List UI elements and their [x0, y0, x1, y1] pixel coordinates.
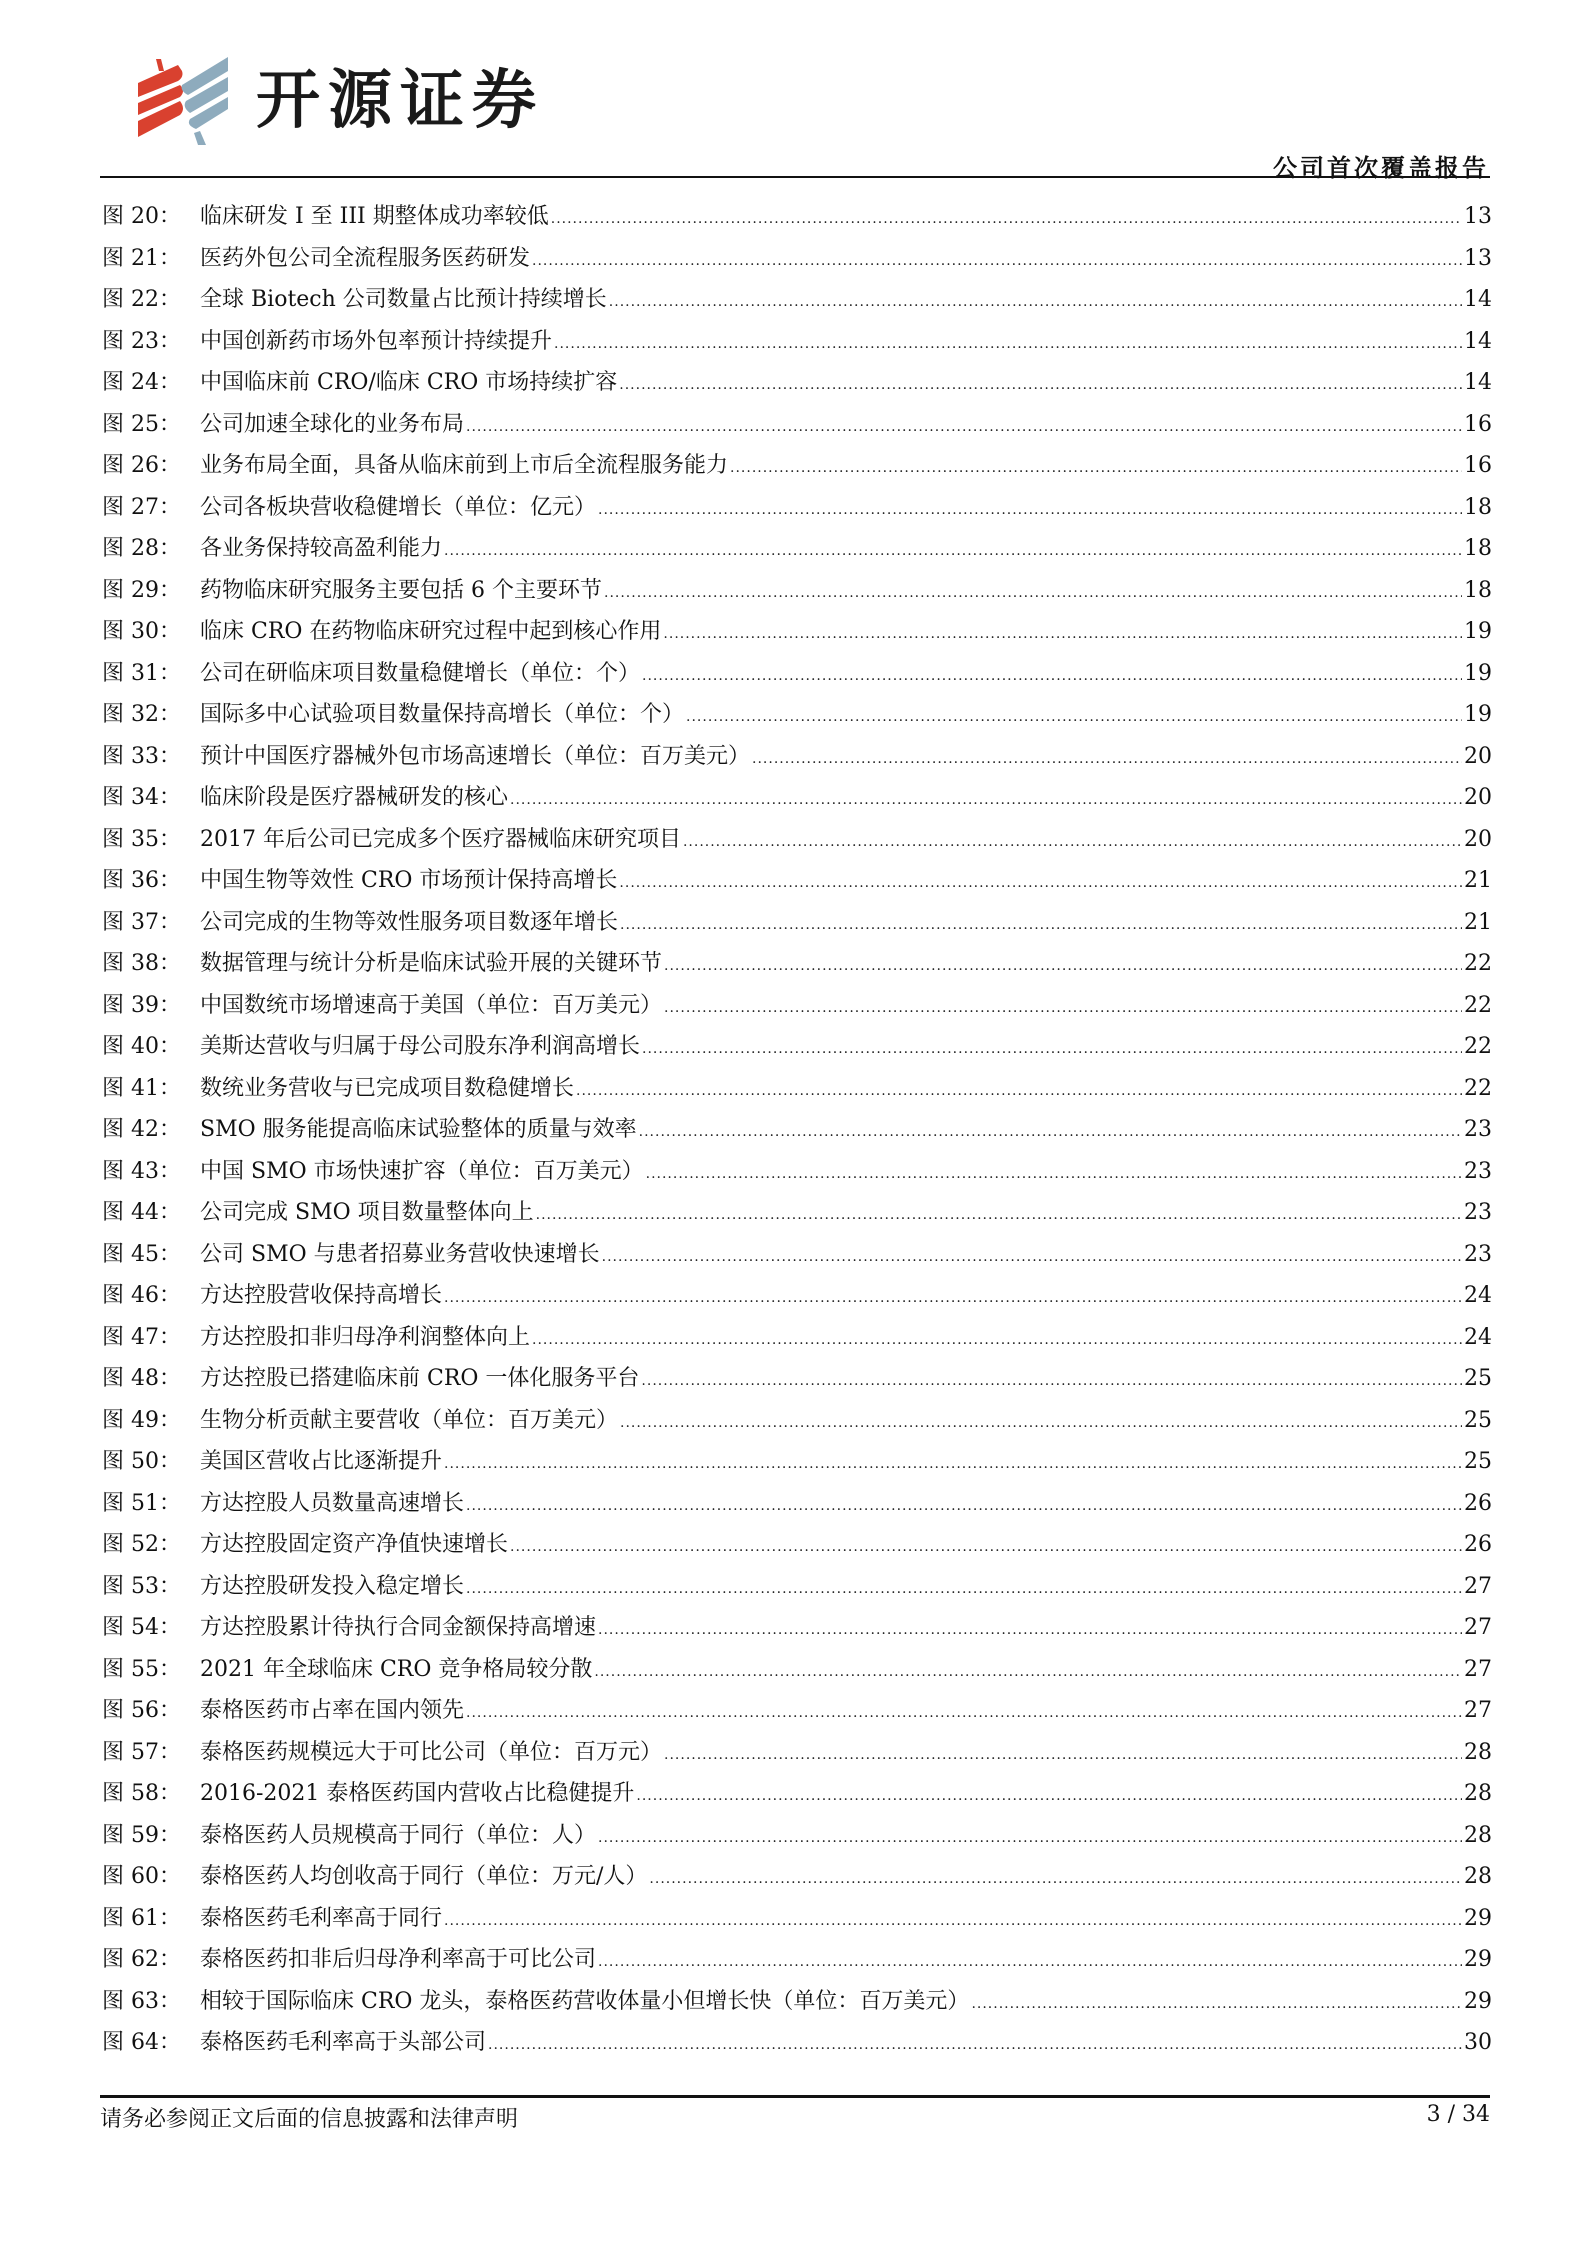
figure-number: 图 34： — [102, 785, 181, 810]
page-number-link[interactable]: 14 — [1464, 287, 1492, 312]
dot-leader — [683, 822, 1462, 864]
figure-title-link[interactable]: 公司完成 SMO 项目数量整体向上 — [200, 1200, 534, 1225]
figure-title-link[interactable]: 业务布局全面，具备从临床前到上市后全流程服务能力 — [200, 453, 729, 478]
dot-leader — [598, 490, 1462, 532]
toc-entry[interactable] — [102, 1981, 1492, 2023]
toc-entry[interactable] — [102, 1358, 1492, 1400]
page-number-link[interactable]: 14 — [1464, 370, 1492, 395]
toc-entry[interactable] — [102, 321, 1492, 363]
figure-title-link[interactable]: 临床研发 I 至 III 期整体成功率较低 — [200, 204, 549, 229]
figure-title-link[interactable]: 药物临床研究服务主要包括 6 个主要环节 — [200, 577, 602, 603]
figure-number: 图 43： — [102, 1158, 181, 1184]
figure-number: 图 39： — [102, 992, 181, 1018]
page-number-link[interactable]: 25 — [1464, 1366, 1492, 1391]
dot-leader — [642, 1029, 1462, 1071]
figure-number: 图 29： — [102, 577, 181, 603]
figure-title-link[interactable]: 各业务保持较高盈利能力 — [200, 536, 443, 561]
toc-entry[interactable] — [102, 1151, 1492, 1193]
dot-leader — [649, 1859, 1462, 1901]
toc-entry[interactable] — [102, 1109, 1492, 1151]
dot-leader — [686, 697, 1462, 739]
figure-number: 图 44： — [102, 1200, 181, 1225]
dot-leader — [466, 407, 1462, 449]
figure-number: 图 20： — [102, 204, 181, 229]
toc-entry[interactable] — [102, 1939, 1492, 1981]
dot-leader — [636, 1776, 1462, 1818]
figure-title-link[interactable]: 公司 SMO 与患者招募业务营收快速增长 — [200, 1241, 600, 1267]
toc-entry[interactable] — [102, 1441, 1492, 1483]
toc-entry[interactable] — [102, 736, 1492, 778]
page-number-link[interactable]: 23 — [1464, 1158, 1492, 1184]
dot-leader — [604, 573, 1462, 615]
figure-number: 图 25： — [102, 411, 181, 437]
figure-number: 图 59： — [102, 1822, 181, 1848]
figure-number: 图 31： — [102, 660, 181, 686]
toc-entry[interactable] — [102, 1566, 1492, 1608]
figure-number: 图 58： — [102, 1781, 181, 1806]
page-number-link[interactable]: 24 — [1464, 1324, 1492, 1350]
toc-entry[interactable] — [102, 653, 1492, 695]
dot-leader — [554, 324, 1462, 366]
toc-entry[interactable] — [102, 445, 1492, 487]
figure-title-link[interactable]: 2021 年全球临床 CRO 竞争格局较分散 — [200, 1656, 593, 1682]
figure-number: 图 36： — [102, 868, 181, 893]
page-number-link[interactable]: 27 — [1464, 1573, 1492, 1599]
page-number-link[interactable]: 28 — [1464, 1864, 1492, 1889]
figure-title-link[interactable]: 泰格医药扣非后归母净利率高于可比公司 — [200, 1947, 597, 1972]
toc-entry[interactable] — [102, 196, 1492, 238]
dot-leader — [971, 1984, 1462, 2026]
page-number-link[interactable]: 22 — [1464, 1075, 1492, 1101]
toc-entry[interactable] — [102, 694, 1492, 736]
figure-number: 图 50： — [102, 1449, 181, 1474]
figure-number: 图 33： — [102, 743, 181, 769]
dot-leader — [444, 1901, 1462, 1943]
figure-number: 图 23： — [102, 328, 181, 354]
figure-title-link[interactable]: 公司完成的生物等效性服务项目数逐年增长 — [200, 909, 619, 935]
dot-leader — [639, 1112, 1462, 1154]
figure-number: 图 56： — [102, 1698, 181, 1723]
kaiyuan-logo-icon — [134, 57, 234, 145]
page-number-link[interactable]: 21 — [1464, 868, 1492, 893]
figure-title-link[interactable]: 临床 CRO 在药物临床研究过程中起到核心作用 — [200, 619, 662, 644]
figure-title-link[interactable]: 方达控股人员数量高速增长 — [200, 1490, 465, 1516]
dot-leader — [620, 905, 1462, 947]
figure-title-link[interactable]: 美国区营收占比逐渐提升 — [200, 1449, 443, 1474]
dot-leader — [642, 656, 1462, 698]
figure-number: 图 57： — [102, 1739, 181, 1765]
figure-title-link[interactable]: SMO 服务能提高临床试验整体的质量与效率 — [200, 1117, 637, 1142]
dot-leader — [466, 1569, 1462, 1611]
dot-leader — [488, 2025, 1462, 2067]
figure-title-link[interactable]: 泰格医药规模远大于可比公司（单位：百万元） — [200, 1739, 663, 1765]
dot-leader — [602, 1237, 1462, 1279]
page-number-link[interactable]: 28 — [1464, 1822, 1492, 1848]
page-number-link[interactable]: 18 — [1464, 577, 1492, 603]
toc-entry[interactable] — [102, 279, 1492, 321]
figure-title-link[interactable]: 方达控股营收保持高增长 — [200, 1283, 443, 1308]
page-number-link[interactable]: 25 — [1464, 1407, 1492, 1433]
toc-entry[interactable] — [102, 1317, 1492, 1359]
brand-logo — [134, 56, 544, 146]
figure-number: 图 45： — [102, 1241, 181, 1267]
page-number-link[interactable]: 22 — [1464, 951, 1492, 976]
figure-number: 图 37： — [102, 909, 181, 935]
toc-entry[interactable] — [102, 2022, 1492, 2064]
toc-entry[interactable] — [102, 1026, 1492, 1068]
figure-number: 图 42： — [102, 1117, 181, 1142]
figure-number: 图 26： — [102, 453, 181, 478]
dot-leader — [663, 614, 1462, 656]
figure-number: 图 28： — [102, 536, 181, 561]
toc-entry[interactable] — [102, 362, 1492, 404]
figure-title-link[interactable]: 临床阶段是医疗器械研发的核心 — [200, 785, 509, 810]
page-number-link[interactable]: 22 — [1464, 992, 1492, 1018]
figure-title-link[interactable]: 美斯达营收与归属于母公司股东净利润高增长 — [200, 1034, 641, 1059]
dot-leader — [532, 241, 1462, 283]
toc-entry[interactable] — [102, 487, 1492, 529]
page-number-link[interactable]: 25 — [1464, 1449, 1492, 1474]
figure-title-link[interactable]: 公司在研临床项目数量稳健增长（单位：个） — [200, 660, 641, 686]
figure-number: 图 55： — [102, 1656, 181, 1682]
toc-entry[interactable] — [102, 528, 1492, 570]
page-number-link[interactable]: 22 — [1464, 1034, 1492, 1059]
figure-title-link[interactable]: 公司各板块营收稳健增长（单位：亿元） — [200, 494, 597, 520]
page-number-link[interactable]: 20 — [1464, 743, 1492, 769]
dot-leader — [664, 1735, 1462, 1777]
dot-leader — [752, 739, 1462, 781]
page-number-link[interactable]: 28 — [1464, 1739, 1492, 1765]
figure-title-link[interactable]: 生物分析贡献主要营收（单位：百万美元） — [200, 1407, 619, 1433]
brand-name: 开源证券 — [256, 64, 544, 138]
figure-title-link[interactable]: 预计中国医疗器械外包市场高速增长（单位：百万美元） — [200, 743, 751, 769]
toc-entry[interactable] — [102, 1856, 1492, 1898]
page-number-link[interactable]: 20 — [1464, 826, 1492, 852]
dot-leader — [598, 1818, 1462, 1860]
figure-title-link[interactable]: 中国 SMO 市场快速扩容（单位：百万美元） — [200, 1158, 644, 1184]
figure-number: 图 30： — [102, 619, 181, 644]
figure-title-link[interactable]: 泰格医药毛利率高于头部公司 — [200, 2030, 487, 2055]
page-number-link[interactable]: 16 — [1464, 411, 1492, 437]
toc-entry[interactable] — [102, 860, 1492, 902]
dot-leader — [510, 780, 1462, 822]
footer-divider — [100, 2095, 1490, 2098]
footer-disclaimer: 请务必参阅正文后面的信息披露和法律声明 — [100, 2107, 519, 2132]
toc-entry[interactable] — [102, 1649, 1492, 1691]
toc-entry[interactable] — [102, 1524, 1492, 1566]
page-number-link[interactable]: 30 — [1464, 2030, 1492, 2055]
dot-leader — [510, 1527, 1462, 1569]
page-number-link[interactable]: 19 — [1464, 619, 1492, 644]
figure-number: 图 48： — [102, 1366, 181, 1391]
figure-title-link[interactable]: 泰格医药人员规模高于同行（单位：人） — [200, 1822, 597, 1848]
figure-title-link[interactable]: 泰格医药毛利率高于同行 — [200, 1905, 443, 1931]
toc-entry[interactable] — [102, 777, 1492, 819]
figure-title-link[interactable]: 中国临床前 CRO/临床 CRO 市场持续扩容 — [200, 370, 618, 395]
toc-entry[interactable] — [102, 611, 1492, 653]
figure-number: 图 62： — [102, 1947, 181, 1972]
toc-entry[interactable] — [102, 1732, 1492, 1774]
figure-number: 图 61： — [102, 1905, 181, 1931]
dot-leader — [619, 863, 1462, 905]
page-number-link[interactable]: 29 — [1464, 1905, 1492, 1931]
toc-entry[interactable] — [102, 1483, 1492, 1525]
page-number-link[interactable]: 13 — [1464, 245, 1492, 271]
page-number-link[interactable]: 23 — [1464, 1117, 1492, 1142]
dot-leader — [551, 199, 1462, 241]
dot-leader — [466, 1486, 1462, 1528]
toc-entry[interactable] — [102, 570, 1492, 612]
page-number-link[interactable]: 26 — [1464, 1490, 1492, 1516]
dot-leader — [594, 1652, 1462, 1694]
page-indicator: 3 / 34 — [1426, 2102, 1490, 2127]
page-number-link[interactable]: 18 — [1464, 536, 1492, 561]
figure-title-link[interactable]: 国际多中心试验项目数量保持高增长（单位：个） — [200, 702, 685, 727]
dot-leader — [576, 1071, 1462, 1113]
toc-entry[interactable] — [102, 902, 1492, 944]
toc-entry[interactable] — [102, 1815, 1492, 1857]
dot-leader — [444, 1278, 1462, 1320]
toc-entry[interactable] — [102, 404, 1492, 446]
figure-number: 图 22： — [102, 287, 181, 312]
page-number-link[interactable]: 19 — [1464, 702, 1492, 727]
page-number-link[interactable]: 14 — [1464, 328, 1492, 354]
figure-title-link[interactable]: 泰格医药人均创收高于同行（单位：万元/人） — [200, 1864, 648, 1889]
toc-entry[interactable] — [102, 1773, 1492, 1815]
page-number-link[interactable]: 26 — [1464, 1532, 1492, 1557]
figure-number: 图 47： — [102, 1324, 181, 1350]
figure-title-link[interactable]: 数统业务营收与已完成项目数稳健增长 — [200, 1075, 575, 1101]
dot-leader — [730, 448, 1462, 490]
toc-entry[interactable] — [102, 1898, 1492, 1940]
figure-title-link[interactable]: 公司加速全球化的业务布局 — [200, 411, 465, 437]
figure-number: 图 51： — [102, 1490, 181, 1516]
figure-number: 图 53： — [102, 1573, 181, 1599]
dot-leader — [619, 365, 1462, 407]
dot-leader — [646, 1154, 1462, 1196]
page-number-link[interactable]: 21 — [1464, 909, 1492, 935]
figure-title-link[interactable]: 医药外包公司全流程服务医药研发 — [200, 245, 531, 271]
toc-entry[interactable] — [102, 1690, 1492, 1732]
figure-title-link[interactable]: 方达控股累计待执行合同金额保持高增速 — [200, 1615, 597, 1640]
page-number-link[interactable]: 23 — [1464, 1241, 1492, 1267]
toc-entry[interactable] — [102, 238, 1492, 280]
page-number-link[interactable]: 19 — [1464, 660, 1492, 686]
figure-number: 图 38： — [102, 951, 181, 976]
figure-title-link[interactable]: 泰格医药市占率在国内领先 — [200, 1698, 465, 1723]
dot-leader — [444, 531, 1462, 573]
figure-title-link[interactable]: 方达控股研发投入稳定增长 — [200, 1573, 465, 1599]
page-number-link[interactable]: 27 — [1464, 1698, 1492, 1723]
figure-number: 图 64： — [102, 2030, 181, 2055]
toc-entry[interactable] — [102, 1275, 1492, 1317]
toc-entry[interactable] — [102, 819, 1492, 861]
dot-leader — [598, 1942, 1462, 1984]
figure-number: 图 24： — [102, 370, 181, 395]
figure-number: 图 41： — [102, 1075, 181, 1101]
figure-title-link[interactable]: 2017 年后公司已完成多个医疗器械临床研究项目 — [200, 826, 681, 852]
figure-title-link[interactable]: 中国生物等效性 CRO 市场预计保持高增长 — [200, 868, 618, 893]
toc-entry[interactable] — [102, 1234, 1492, 1276]
page-number-link[interactable]: 24 — [1464, 1283, 1492, 1308]
figure-number: 图 35： — [102, 826, 181, 852]
figure-title-link[interactable]: 中国数统市场增速高于美国（单位：百万美元） — [200, 992, 663, 1018]
figure-title-link[interactable]: 方达控股固定资产净值快速增长 — [200, 1532, 509, 1557]
figure-number: 图 54： — [102, 1615, 181, 1640]
dot-leader — [466, 1693, 1462, 1735]
page-number-link[interactable]: 29 — [1464, 1988, 1492, 2014]
dot-leader — [641, 1361, 1462, 1403]
dot-leader — [664, 988, 1462, 1030]
toc-entry[interactable] — [102, 1607, 1492, 1649]
report-type-label: 公司首次覆盖报告 — [1273, 153, 1489, 182]
page-number-link[interactable]: 29 — [1464, 1947, 1492, 1972]
dot-leader — [536, 1195, 1462, 1237]
page-number-link[interactable]: 18 — [1464, 494, 1492, 520]
figure-title-link[interactable]: 方达控股扣非归母净利润整体向上 — [200, 1324, 531, 1350]
figure-title-link[interactable]: 方达控股已搭建临床前 CRO 一体化服务平台 — [200, 1366, 640, 1391]
toc-entry[interactable] — [102, 1192, 1492, 1234]
figure-title-link[interactable]: 数据管理与统计分析是临床试验开展的关键环节 — [200, 951, 663, 976]
figure-title-link[interactable]: 2016-2021 泰格医药国内营收占比稳健提升 — [200, 1781, 635, 1806]
header-divider — [100, 176, 1490, 178]
toc-entry[interactable] — [102, 943, 1492, 985]
figure-table-of-contents — [102, 196, 1492, 2064]
dot-leader — [598, 1610, 1462, 1652]
figure-number: 图 27： — [102, 494, 181, 520]
dot-leader — [444, 1444, 1462, 1486]
figure-title-link[interactable]: 中国创新药市场外包率预计持续提升 — [200, 328, 553, 354]
toc-entry[interactable] — [102, 1068, 1492, 1110]
figure-number: 图 40： — [102, 1034, 181, 1059]
dot-leader — [664, 946, 1462, 988]
figure-title-link[interactable]: 全球 Biotech 公司数量占比预计持续增长 — [200, 287, 607, 312]
dot-leader — [609, 282, 1462, 324]
page-number-link[interactable]: 13 — [1464, 204, 1492, 229]
page-number-link[interactable]: 16 — [1464, 453, 1492, 478]
toc-entry[interactable] — [102, 1400, 1492, 1442]
figure-number: 图 52： — [102, 1532, 181, 1557]
dot-leader — [620, 1403, 1462, 1445]
page-number-link[interactable]: 28 — [1464, 1781, 1492, 1806]
figure-number: 图 46： — [102, 1283, 181, 1308]
page-number-link[interactable]: 27 — [1464, 1615, 1492, 1640]
figure-number: 图 60： — [102, 1864, 181, 1889]
figure-number: 图 32： — [102, 702, 181, 727]
figure-number: 图 49： — [102, 1407, 181, 1433]
figure-number: 图 21： — [102, 245, 181, 271]
figure-number: 图 63： — [102, 1988, 181, 2014]
page-number-link[interactable]: 20 — [1464, 785, 1492, 810]
dot-leader — [532, 1320, 1462, 1362]
figure-title-link[interactable]: 相较于国际临床 CRO 龙头，泰格医药营收体量小但增长快（单位：百万美元） — [200, 1988, 970, 2014]
page-number-link[interactable]: 27 — [1464, 1656, 1492, 1682]
toc-entry[interactable] — [102, 985, 1492, 1027]
page-number-link[interactable]: 23 — [1464, 1200, 1492, 1225]
